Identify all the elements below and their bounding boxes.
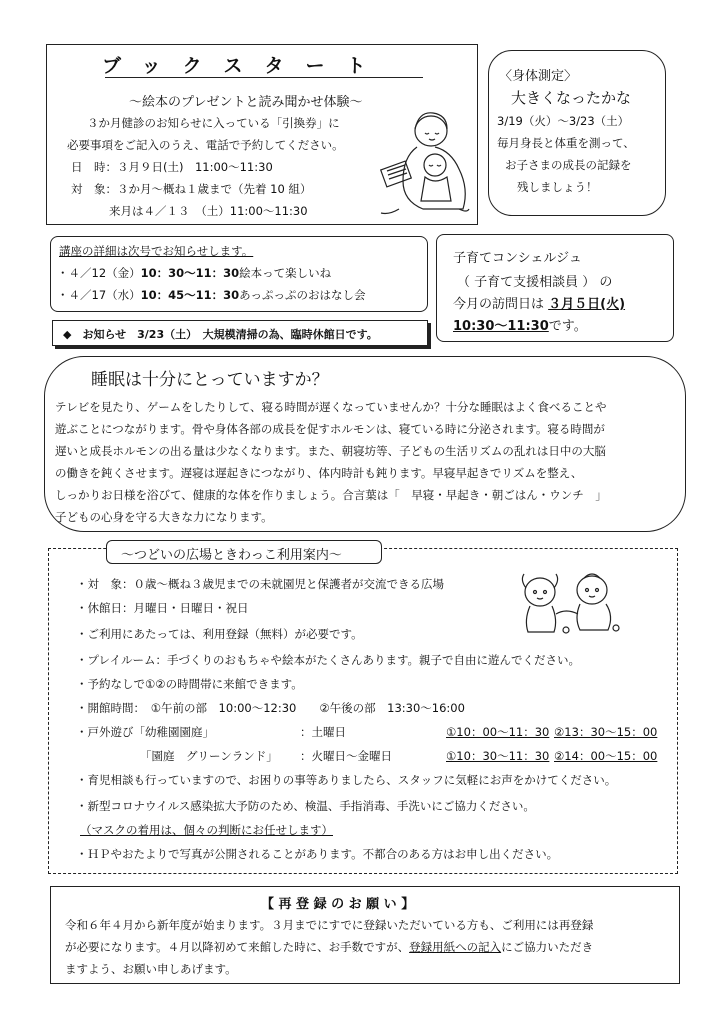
sleep-text: 遅いと成長ホルモンの出る量は少なくなります。また、朝寝坊等、子どもの生活リズムの乱れは日中の大脳 xyxy=(55,444,606,458)
reregister-text: 令和６年４月から新年度が始まります。３月までにすでに登録いただいている方も、ご利用には再登録 xyxy=(65,918,594,932)
concierge-subtitle: （ 子育て支援相談員 ） の xyxy=(457,275,613,290)
sleep-text: しっかりお日様を浴びて、健康的な体を作りましょう。合言葉は「 早寝・早起き・朝ごはん・ウンチ 」 xyxy=(55,488,607,502)
course-time: 10：30〜11：30 xyxy=(140,266,240,280)
concierge-date: ３月５日(火) xyxy=(548,297,626,312)
title-underline xyxy=(105,77,423,78)
measurement-dates: 3/19（火）〜3/23（土） xyxy=(497,114,630,128)
courses-box xyxy=(50,236,428,312)
plaza-closed-days: ・休館日：月曜日・日曜日・祝日 xyxy=(76,601,249,615)
measurement-subtitle: 大きくなったかな xyxy=(511,89,632,107)
course-date: ・４／12（金） xyxy=(57,266,141,280)
plaza-title: 〜つどいの広場ときわっこ利用案内〜 xyxy=(121,548,342,563)
outdoor-kindergarten-time1: ①10：00〜11：30 xyxy=(446,725,550,739)
concierge-time: 10:30〜11:30 xyxy=(453,319,549,334)
course-title: 絵本って楽しいね xyxy=(239,266,332,280)
reregister-text-part: にご協力いただき xyxy=(501,940,594,954)
concierge-time-line xyxy=(453,315,587,334)
plaza-title-box xyxy=(106,540,382,564)
outdoor-kindergarten-label: ・戸外遊び「幼稚園園庭」 xyxy=(76,725,214,739)
mother-reading-illustration xyxy=(369,109,473,219)
bookstart-title: ブックスタート xyxy=(102,55,388,77)
bookstart-target xyxy=(71,181,311,197)
bookstart-desc: ３か月健診のお知らせに入っている「引換券」に xyxy=(87,116,340,130)
sleep-text: の働きを鈍くさせます。遅寝は遅起きにつながり、体内時計も鈍ります。早寝早起きでリズムを整え、 xyxy=(55,466,583,480)
course-title: あっぷっぷのおはなし会 xyxy=(239,288,366,302)
plaza-target: ・対 象：０歳〜概ね３歳児までの未就園児と保護者が交流できる広場 xyxy=(76,577,444,591)
course-item xyxy=(57,287,366,303)
notice-bar xyxy=(52,320,428,346)
plaza-hours: ・開館時間： ①午前の部 10:00〜12:30 ②午後の部 13:30〜16:00 xyxy=(76,701,465,715)
measurement-title: 〈身体測定〉 xyxy=(499,69,578,84)
sleep-box xyxy=(44,356,686,532)
date-value: ３月９日(土) 11:00〜11:30 xyxy=(117,160,273,174)
bookstart-box xyxy=(46,44,478,225)
outdoor-greenland-time1: ①10：30〜11：30 xyxy=(446,749,550,763)
reregister-text-part: が必要になります。４月以降初めて来館した時に、お手数ですが、 xyxy=(65,940,410,954)
plaza-no-reservation: ・予約なしで①②の時間帯に来館できます。 xyxy=(76,677,303,691)
outdoor-greenland-time2: ②14：00〜15：00 xyxy=(554,749,658,763)
concierge-date-line xyxy=(453,293,625,312)
outdoor-greenland-days: ：火曜日〜金曜日 xyxy=(300,749,392,763)
concierge-title: 子育てコンシェルジュ xyxy=(453,251,582,266)
notice-text: ◆ お知らせ 3/23（土） 大規模清掃の為、臨時休館日です。 xyxy=(63,328,378,341)
sleep-title: 睡眠は十分にとっていますか？ xyxy=(91,370,329,390)
sleep-text: 子どもの心身を守る大きな力になります。 xyxy=(55,510,273,524)
course-date: ・４／17（水） xyxy=(57,288,141,302)
courses-note: 講座の詳細は次号でお知らせします。 xyxy=(59,244,254,258)
bookstart-subtitle: 〜絵本のプレゼントと読み聞かせ体験〜 xyxy=(129,95,363,110)
concierge-prefix: 今月の訪問日は xyxy=(453,297,545,312)
measurement-box xyxy=(488,50,666,216)
measurement-text: 残しましょう！ xyxy=(517,180,598,194)
sleep-text: テレビを見たり、ゲームをしたりして、寝る時間が遅くなっていませんか？十分な睡眠はよく食べることや xyxy=(55,400,607,414)
course-item xyxy=(57,265,331,281)
reregister-text: ますよう、お願い申しあげます。 xyxy=(65,962,237,976)
sleep-text: 遊ぶことにつながります。骨や身体各部の成長を促すホルモンは、寝ている時に分泌されます。寝る時間が xyxy=(55,422,605,436)
outdoor-greenland-label: 「園庭 グリーンランド」 xyxy=(140,749,278,763)
children-illustration xyxy=(508,568,628,638)
plaza-photo-note: ・ＨＰやおたよりで写真が公開されることがあります。不都合のある方はお申し出ください。 xyxy=(76,847,559,861)
measurement-text: 毎月身長と体重を測って、 xyxy=(497,136,635,150)
plaza-registration: ・ご利用にあたっては、利用登録（無料）が必要です。 xyxy=(76,627,363,641)
plaza-covid: ・新型コロナウイルス感染拡大予防のため、検温、手指消毒、手洗いにご協力ください。 xyxy=(76,799,535,813)
reregister-title: 【 再 登 録 の お 願 い 】 xyxy=(261,897,415,912)
outdoor-kindergarten-time2: ②13：30〜15：00 xyxy=(554,725,658,739)
bookstart-desc: 必要事項をご記入のうえ、電話で予約してください。 xyxy=(67,138,344,152)
reregister-box xyxy=(50,886,680,984)
concierge-suffix: です。 xyxy=(548,319,587,334)
bookstart-next-month: 来月は４／１３ （土）11:00〜11:30 xyxy=(109,204,308,218)
plaza-consultation: ・育児相談も行っていますので、お困りの事等ありましたら、スタッフに気軽にお声をかけてください。 xyxy=(76,773,617,787)
outdoor-kindergarten-days: ：土曜日 xyxy=(300,725,346,739)
target-value: ３か月〜概ね１歳まで（先着 10 組） xyxy=(117,182,312,196)
reregister-form-note: 登録用紙への記入 xyxy=(409,940,502,954)
course-time: 10：45〜11：30 xyxy=(140,288,240,302)
plaza-mask-note: （マスクの着用は、個々の判断にお任せします） xyxy=(80,823,333,837)
bookstart-date xyxy=(71,159,273,175)
reregister-text xyxy=(65,939,593,955)
target-label: 対 象： xyxy=(71,182,117,196)
measurement-text: お子さまの成長の記録を xyxy=(505,158,632,172)
concierge-box xyxy=(436,234,674,342)
plaza-playroom: ・プレイルーム：手づくりのおもちゃや絵本がたくさんあります。親子で自由に遊んでください。 xyxy=(76,653,581,667)
date-label: 日 時： xyxy=(71,160,117,174)
